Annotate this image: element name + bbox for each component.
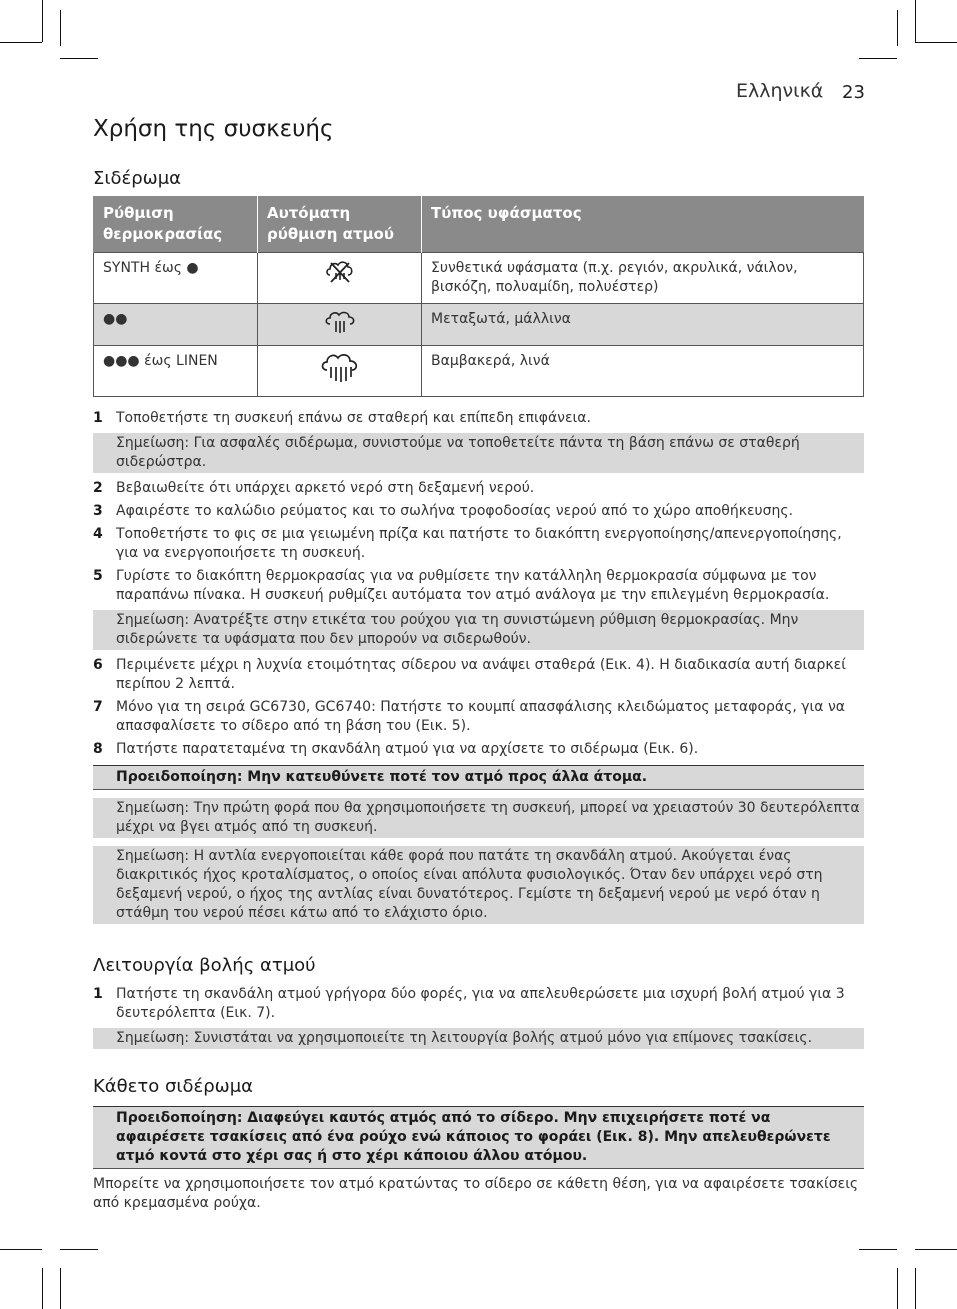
fabric-type: Συνθετικά υφάσματα (π.χ. ρεγιόν, ακρυλικά, νάιλον, βισκόζη, πολυαμίδη, πολυέστερ) <box>422 253 864 304</box>
step-5: 5 Γυρίστε το διακόπτη θερμοκρασίας για να ρυθμίσετε την κατάλληλη θερμοκρασία σύμφωνα με τον παραπάνω πίνακα. Η συσκευή ρυθμίζει αυτόματα τον ατμό ανάλογα με την επιλεγμένη θερμοκρασία. <box>93 568 830 603</box>
step-text: Περιμένετε μέχρι η λυχνία ετοιμότητας σίδερου να ανάψει σταθερά (Εικ. 4). Η διαδικασία αυτή διαρκεί περίπου 2 λεπτά. <box>116 657 846 692</box>
crop-mark <box>42 1268 43 1309</box>
crop-mark <box>859 1249 897 1250</box>
crop-mark <box>915 0 916 42</box>
steam-setting-cell <box>258 346 422 397</box>
steam-medium-icon <box>324 310 356 336</box>
step-1: 1 Τοποθετήστε τη συσκευή επάνω σε σταθερή και επίπεδη επιφάνεια. <box>93 410 591 426</box>
note: Σημείωση: Συνιστάται να χρησιμοποιείτε τη λειτουργία βολής ατμού μόνο για επίμονες τσακίσεις. <box>93 1028 864 1049</box>
ironing-heading: Σιδέρωμα <box>93 168 182 189</box>
step-text: Γυρίστε το διακόπτη θερμοκρασίας για να ρυθμίσετε την κατάλληλη θερμοκρασία σύμφωνα με τον παραπάνω πίνακα. Η συσκευή ρυθμίζει αυτόματα τον ατμό ανάλογα με την επιλεγμένη θερμοκρασία. <box>116 568 830 603</box>
crop-mark <box>0 1249 42 1250</box>
steam-setting-cell <box>258 253 422 304</box>
vertical-ironing-heading: Κάθετο σιδέρωμα <box>93 1076 254 1097</box>
fabric-type: Μεταξωτά, μάλλινα <box>422 304 864 346</box>
table-header: Τύπος υφάσματος <box>422 196 864 253</box>
step-6: 6 Περιμένετε μέχρι η λυχνία ετοιμότητας σίδερου να ανάψει σταθερά (Εικ. 4). Η διαδικασία αυτή διαρκεί περίπου 2 λεπτά. <box>93 657 846 692</box>
step-4: 4 Τοποθετήστε το φις σε μια γειωμένη πρίζα και πατήστε το διακόπτη ενεργοποίησης/απενεργοποίησης, για να ενεργοποιήσετε τη συσκευή. <box>93 526 842 561</box>
note: Σημείωση: Η αντλία ενεργοποιείται κάθε φορά που πατάτε τη σκανδάλη ατμού. Ακούγεται ένας διακριτικός ήχος κροταλίσματος, ο οποίος είναι απόλυτα φυσιολογικός. Όταν δεν υπάρχει νερό στη δεξαμενή νερού, ο ήχος της αντλίας είναι δυνατότερος. Γεμίστε τη δεξαμενή νερού με νερό όταν η στάθμη του νερού πέσει κάτω από το ελάχιστο όριο. <box>93 846 864 924</box>
step-1: 1 Πατήστε τη σκανδάλη ατμού γρήγορα δύο φορές, για να απελευθερώσετε μια ισχυρή βολή ατμού για 3 δευτερόλεπτα (Εικ. 7). <box>93 986 845 1021</box>
steam-boost-section <box>93 955 864 1055</box>
vertical-ironing-content <box>93 1106 864 1213</box>
ironing-steps <box>93 409 864 924</box>
temperature-setting: ●●● έως LINEN <box>94 346 258 397</box>
temperature-setting: ●● <box>94 304 258 346</box>
crop-mark <box>60 10 61 46</box>
crop-mark <box>0 42 42 43</box>
fabric-type: Βαμβακερά, λινά <box>422 346 864 397</box>
step-8: 8 Πατήστε παρατεταμένα τη σκανδάλη ατμού για να αρχίσετε το σιδέρωμα (Εικ. 6). <box>93 741 699 757</box>
body-text: Μπορείτε να χρησιμοποιήσετε τον ατμό κρατώντας το σίδερο σε κάθετη θέση, για να αφαιρέσετε τσακίσεις από κρεμασμένα ρούχα. <box>93 1176 859 1211</box>
note: Σημείωση: Την πρώτη φορά που θα χρησιμοποιήσετε τη συσκευή, μπορεί να χρειαστούν 30 δευτερόλεπτα μέχρι να βγει ατμός από τη συσκευή. <box>93 798 864 838</box>
step-3: 3 Αφαιρέστε το καλώδιο ρεύματος και το σωλήνα τροφοδοσίας νερού από το χώρο αποθήκευσης. <box>93 503 794 519</box>
crop-mark <box>859 58 897 59</box>
crop-mark <box>915 1268 916 1309</box>
step-text: Τοποθετήστε τη συσκευή επάνω σε σταθερή και επίπεδη επιφάνεια. <box>116 410 591 426</box>
step-text: Αφαιρέστε το καλώδιο ρεύματος και το σωλήνα τροφοδοσίας νερού από το χώρο αποθήκευσης. <box>116 503 794 519</box>
step-text: Τοποθετήστε το φις σε μια γειωμένη πρίζα και πατήστε το διακόπτη ενεργοποίησης/απενεργοποίησης, για να ενεργοποιήσετε τη συσκευή. <box>116 526 842 561</box>
step-7: 7 Μόνο για τη σειρά GC6730, GC6740: Πατήστε το κουμπί απασφάλισης κλειδώματος μεταφοράς, για να απασφαλίσετε το σίδερο από τη βάση του (Εικ. 5). <box>93 699 846 734</box>
step-2: 2 Βεβαιωθείτε ότι υπάρχει αρκετό νερό στη δεξαμενή νερού. <box>93 480 535 496</box>
crop-mark <box>915 42 957 43</box>
crop-mark <box>60 1249 98 1250</box>
steam-max-icon <box>320 352 360 386</box>
warning: Προειδοποίηση: Μην κατευθύνετε ποτέ τον ατμό προς άλλα άτομα. <box>93 765 864 790</box>
steam-off-icon <box>325 259 355 285</box>
settings-table <box>93 196 864 397</box>
table-row <box>94 304 864 346</box>
note: Σημείωση: Ανατρέξτε στην ετικέτα του ρούχου για τη συνιστώμενη ρύθμιση θερμοκρασίας. Μην σιδερώνετε τα υφάσματα που δεν μπορούν να σιδερωθούν. <box>93 610 864 650</box>
table-row <box>94 253 864 304</box>
page-language: Ελληνικά <box>736 80 824 102</box>
table-header: Αυτόματη ρύθμιση ατμού <box>258 196 422 253</box>
note: Σημείωση: Για ασφαλές σιδέρωμα, συνιστούμε να τοποθετείτε πάντα τη βάση επάνω σε σταθερή σιδερώστρα. <box>93 433 864 473</box>
step-text: Βεβαιωθείτε ότι υπάρχει αρκετό νερό στη δεξαμενή νερού. <box>116 480 535 496</box>
page-title: Χρήση της συσκευής <box>93 116 334 142</box>
temperature-setting: SYNTH έως ● <box>94 253 258 304</box>
crop-mark <box>42 0 43 42</box>
table-header-row <box>94 196 864 253</box>
steam-boost-heading: Λειτουργία βολής ατμού <box>93 955 316 976</box>
ironing-section <box>93 168 864 930</box>
page-number: 23 <box>842 82 865 103</box>
table-header: Ρύθμιση θερμοκρασίας <box>94 196 258 253</box>
warning: Προειδοποίηση: Διαφεύγει καυτός ατμός από το σίδερο. Μην επιχειρήσετε ποτέ να αφαιρέσετε τσακίσεις από ένα ρούχο ενώ κάποιος το φοράει (Εικ. 8). Μην απελευθερώνετε ατμό κοντά στο χέρι σας ή στο χέρι κάποιου άλλου ατόμου. <box>93 1106 864 1169</box>
crop-mark <box>897 10 898 46</box>
crop-mark <box>897 1268 898 1309</box>
table-row <box>94 346 864 397</box>
vertical-ironing-section <box>93 1076 864 1213</box>
step-text: Μόνο για τη σειρά GC6730, GC6740: Πατήστε το κουμπί απασφάλισης κλειδώματος μεταφοράς, για να απασφαλίσετε το σίδερο από τη βάση του (Εικ. 5). <box>116 699 846 734</box>
steam-boost-steps <box>93 985 864 1049</box>
step-text: Πατήστε παρατεταμένα τη σκανδάλη ατμού για να αρχίσετε το σιδέρωμα (Εικ. 6). <box>116 741 699 757</box>
crop-mark <box>60 1268 61 1309</box>
steam-setting-cell <box>258 304 422 346</box>
crop-mark <box>915 1249 957 1250</box>
step-text: Πατήστε τη σκανδάλη ατμού γρήγορα δύο φορές, για να απελευθερώσετε μια ισχυρή βολή ατμού για 3 δευτερόλεπτα (Εικ. 7). <box>116 986 845 1021</box>
crop-mark <box>60 58 98 59</box>
